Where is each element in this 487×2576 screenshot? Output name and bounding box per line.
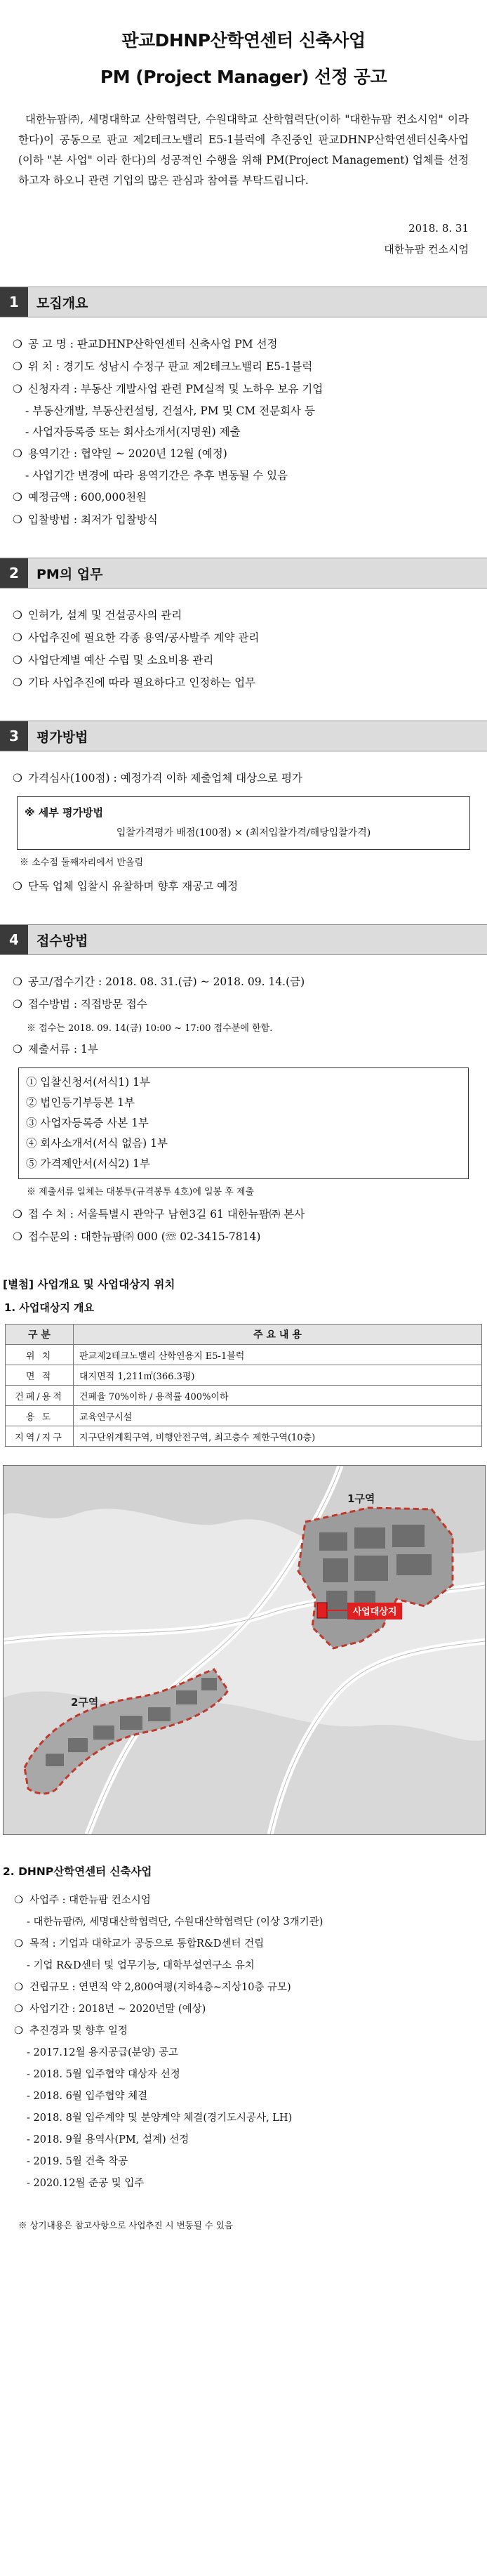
list-item	[13, 378, 477, 400]
list-item	[14, 2064, 481, 2086]
notice-title-line2: PM (Project Manager) 선정 공고	[100, 67, 387, 87]
site-location-map	[3, 1465, 486, 1835]
documents-line	[13, 1038, 477, 1060]
bullet-icon: ❍	[13, 654, 22, 666]
section-title: 접수방법	[36, 933, 88, 949]
table-cell-category: 면 적	[6, 1365, 74, 1386]
list-item-text: 입찰방법 : 최저가 입찰방식	[28, 513, 158, 526]
section-header-submission	[0, 924, 487, 955]
zone1-label: 1구역	[347, 1492, 375, 1505]
section-header-recruitment	[0, 287, 487, 317]
list-item-text: 건립규모 : 연면적 약 2,800여평(지하4층~지상10층 규모)	[29, 1982, 291, 1993]
list-item	[14, 2108, 481, 2129]
list-item-text: - 기업 R&D센터 및 업무기능, 대학부설연구소 유치	[27, 1960, 255, 1971]
target-site-marker	[317, 1603, 327, 1618]
contact-list	[13, 1203, 477, 1248]
bullet-icon: ❍	[13, 631, 22, 644]
bullet-icon: ❍	[13, 772, 22, 784]
table-row	[6, 1345, 482, 1365]
section-header-pm-duties	[0, 558, 487, 589]
list-item-text: - 2017.12월 용지공급(분양) 공고	[27, 2047, 179, 2058]
list-item	[13, 649, 477, 671]
list-item-text: - 2019. 5월 건축 착공	[27, 2156, 128, 2167]
table-header-row	[6, 1325, 482, 1345]
annex-title: [별첨] 사업개요 및 사업대상지 위치	[3, 1278, 175, 1291]
submission-time-note: ※ 접수는 2018. 09. 14(금) 10:00 ~ 17:00 접수분에 한함.	[27, 1023, 273, 1034]
table-cell-content: 건폐율 70%이하 / 용적률 400%이하	[74, 1386, 482, 1406]
map-graphic	[4, 1466, 485, 1834]
list-item	[14, 1933, 481, 1955]
list-item	[13, 421, 477, 442]
list-item	[14, 2042, 481, 2064]
list-item-text: 사업단계별 예산 수립 및 소요비용 관리	[28, 654, 214, 666]
rounding-note: ※ 소수점 둘째자리에서 반올림	[20, 857, 144, 868]
list-item-text: 위 치 : 경기도 성남시 수정구 판교 제2테크노밸리 E5-1블럭	[28, 360, 313, 373]
bullet-icon: ❍	[13, 676, 22, 689]
list-item	[13, 671, 477, 694]
list-item-text: 용역기간 : 협약일 ~ 2020년 12월 (예정)	[28, 447, 227, 460]
target-site-label: 사업대상지	[352, 1607, 397, 1617]
evaluation-list-2	[13, 875, 477, 898]
list-item-text: 가격심사(100점) : 예정가격 이하 제출업체 대상으로 평가	[28, 772, 302, 784]
bullet-icon: ❍	[13, 383, 22, 395]
list-item-text: 목적 : 기업과 대학교가 공동으로 통합R&D센터 건립	[29, 1938, 265, 1950]
table-cell-category: 건폐/용적	[6, 1386, 74, 1406]
list-item-text: - 2018. 6월 입주협약 체결	[27, 2091, 148, 2102]
table-cell-category: 지역/지구	[6, 1426, 74, 1447]
list-item-text: 공고/접수기간 : 2018. 08. 31.(금) ~ 2018. 09. 14.(금)	[28, 975, 305, 988]
bullet-icon: ❍	[13, 1043, 22, 1056]
list-item-text: - 대한뉴팜㈜, 세명대산학협력단, 수원대산학협력단 (이상 3개기관)	[27, 1917, 323, 1928]
section-number: 1	[0, 287, 28, 317]
table-row	[6, 1386, 482, 1406]
table-row	[6, 1365, 482, 1386]
list-item	[13, 971, 477, 993]
footnote: ※ 상기내용은 참고사항으로 사업추진 시 변동될 수 있음	[18, 2220, 233, 2230]
table-row	[6, 1406, 482, 1426]
bullet-icon: ❍	[13, 360, 22, 373]
list-item	[14, 2173, 481, 2195]
section-number: 3	[0, 721, 28, 751]
bullet-icon: ❍	[13, 447, 22, 460]
list-item-text: 기타 사업추진에 따라 필요하다고 인정하는 업무	[28, 676, 256, 689]
list-item	[13, 626, 477, 649]
recruitment-list	[13, 333, 477, 531]
evaluation-formula: 입찰가격평가 배점(100점) × (최저입찰가격/해당입찰가격)	[116, 827, 371, 839]
list-item	[13, 333, 477, 355]
list-item-text: 단독 업체 입찰시 유찰하며 향후 재공고 예정	[28, 880, 239, 893]
document-item: ⑤ 가격제안서(서식2) 1부	[26, 1157, 150, 1170]
section-number: 2	[0, 558, 28, 588]
envelope-note: ※ 제출서류 일체는 대봉투(규격봉투 4호)에 일봉 후 제출	[27, 1187, 255, 1197]
list-item	[14, 2086, 481, 2108]
table-cell-category: 위 치	[6, 1345, 74, 1365]
section-title: 모집개요	[36, 295, 88, 311]
list-item-text: 접 수 처 : 서울특별시 관악구 남현3길 61 대한뉴팜㈜ 본사	[28, 1208, 305, 1221]
list-item	[13, 993, 477, 1016]
table-header-category: 구 분	[6, 1325, 74, 1345]
documents-box	[18, 1067, 469, 1179]
bullet-icon: ❍	[14, 2025, 23, 2037]
list-item	[13, 1203, 477, 1225]
table-cell-content: 판교제2테크노밸리 산학연용지 E5-1블럭	[74, 1345, 482, 1365]
table-header-content: 주 요 내 용	[74, 1325, 482, 1345]
table-cell-category: 용 도	[6, 1406, 74, 1426]
list-item-text: 사업주 : 대한뉴팜 컨소시엄	[29, 1895, 151, 1906]
list-item	[14, 1912, 481, 1933]
bullet-icon: ❍	[13, 513, 22, 526]
site-overview-table	[5, 1324, 482, 1447]
list-item-text: 제출서류 : 1부	[28, 1043, 98, 1056]
list-item-text: - 2018. 9월 용역사(PM, 설계) 선정	[27, 2134, 189, 2145]
evaluation-list	[13, 767, 477, 789]
bullet-icon: ❍	[13, 998, 22, 1011]
table-cell-content: 지구단위계획구역, 비행안전구역, 최고층수 제한구역(10층)	[74, 1426, 482, 1447]
zone2-label: 2구역	[71, 1696, 99, 1709]
intro-paragraph: 대한뉴팜㈜, 세명대학교 산학협력단, 수원대학교 산학협력단(이하 "대한뉴팜 컨소시엄" 이라 한다)이 공동으로 판교 제2테크노밸리 E5-1블럭에 추진중인 판교DHNP산학연센터신축사업(이하 "본 사업" 이라 한다)의 성공적인 수행을 위해 PM(Project Management) 업체를 선정하고자 하오니 관련 기업의 많은 관심과 참여를 부탁드립니다.	[18, 113, 469, 187]
list-item	[14, 2151, 481, 2173]
evaluation-detail-heading: ※ 세부 평가방법	[25, 806, 103, 819]
list-item	[13, 1038, 477, 1060]
list-item	[14, 2020, 481, 2042]
document-item: ④ 회사소개서(서식 없음) 1부	[26, 1137, 168, 1150]
list-item	[13, 508, 477, 531]
section-header-evaluation	[0, 721, 487, 751]
list-item	[14, 1977, 481, 1999]
section-title: 평가방법	[36, 729, 88, 745]
list-item	[13, 355, 477, 378]
bullet-icon: ❍	[14, 1895, 23, 1906]
issue-block	[0, 218, 469, 260]
table-cell-content: 교육연구시설	[74, 1406, 482, 1426]
dhnp-section-title: 2. DHNP산학연센터 신축사업	[3, 1865, 152, 1878]
list-item-text: - 사업기간 변경에 따라 용역기간은 추후 변동될 수 있음	[25, 469, 288, 482]
list-item	[14, 1999, 481, 2020]
table-cell-content: 대지면적 1,211㎡(366.3평)	[74, 1365, 482, 1386]
evaluation-detail-box	[17, 796, 470, 850]
document-item: ③ 사업자등록증 사본 1부	[26, 1117, 149, 1129]
list-item	[13, 465, 477, 486]
bullet-icon: ❍	[14, 1938, 23, 1950]
issue-date: 2018. 8. 31	[408, 222, 469, 235]
issuer-name: 대한뉴팜 컨소시엄	[384, 243, 469, 256]
list-item	[13, 875, 477, 898]
bullet-icon: ❍	[13, 975, 22, 988]
dhnp-list	[14, 1890, 481, 2195]
document-item: ① 입찰신청서(서식1) 1부	[26, 1076, 150, 1089]
list-item-text: 예정금액 : 600,000천원	[28, 491, 147, 504]
list-item-text: 신청자격 : 부동산 개발사업 관련 PM실적 및 노하우 보유 기업	[28, 383, 323, 395]
pm-duties-list	[13, 604, 477, 694]
list-item-text: 인허가, 설계 및 건설공사의 관리	[28, 609, 182, 622]
list-item	[14, 1890, 481, 1912]
bullet-icon: ❍	[13, 338, 22, 350]
list-item	[13, 442, 477, 465]
list-item	[13, 604, 477, 626]
list-item	[13, 767, 477, 789]
bullet-icon: ❍	[13, 609, 22, 622]
list-item-text: 공 고 명 : 판교DHNP산학연센터 신축사업 PM 선정	[28, 338, 278, 350]
list-item-text: - 2020.12월 준공 및 입주	[27, 2178, 145, 2189]
bullet-icon: ❍	[13, 880, 22, 893]
section-number: 4	[0, 925, 28, 954]
list-item-text: - 부동산개발, 부동산컨설팅, 건설사, PM 및 CM 전문회사 등	[25, 405, 315, 417]
bullet-icon: ❍	[13, 1230, 22, 1243]
table-row	[6, 1426, 482, 1447]
list-item	[14, 1955, 481, 1977]
list-item-text: 접수문의 : 대한뉴팜㈜ 000 (☏ 02-3415-7814)	[28, 1230, 261, 1243]
notice-title-line1: 판교DHNP산학연센터 신축사업	[121, 30, 366, 51]
list-item	[13, 400, 477, 421]
submission-list	[13, 971, 477, 1016]
annex-subtitle: 1. 사업대상지 개요	[4, 1301, 95, 1314]
document-item: ② 법인등기부등본 1부	[26, 1096, 135, 1109]
list-item	[13, 1225, 477, 1248]
list-item-text: 사업추진에 필요한 각종 용역/공사발주 계약 관리	[28, 631, 260, 644]
list-item-text: - 2018. 5월 입주협약 대상자 선정	[27, 2069, 180, 2080]
list-item-text: 접수방법 : 직접방문 접수	[28, 998, 147, 1011]
bullet-icon: ❍	[13, 1208, 22, 1221]
list-item-text: - 2018. 8월 입주계약 및 분양계약 체결(경기도시공사, LH)	[27, 2112, 293, 2124]
list-item	[14, 2129, 481, 2151]
list-item-text: 사업기간 : 2018년 ~ 2020년말 (예상)	[29, 2004, 206, 2015]
list-item-text: - 사업자등록증 또는 회사소개서(지명원) 제출	[25, 426, 241, 438]
bullet-icon: ❍	[14, 1982, 23, 1993]
bullet-icon: ❍	[14, 2004, 23, 2015]
list-item	[13, 486, 477, 508]
bullet-icon: ❍	[13, 491, 22, 504]
section-title: PM의 업무	[36, 566, 103, 582]
list-item-text: 추진경과 및 향후 일정	[29, 2025, 128, 2037]
